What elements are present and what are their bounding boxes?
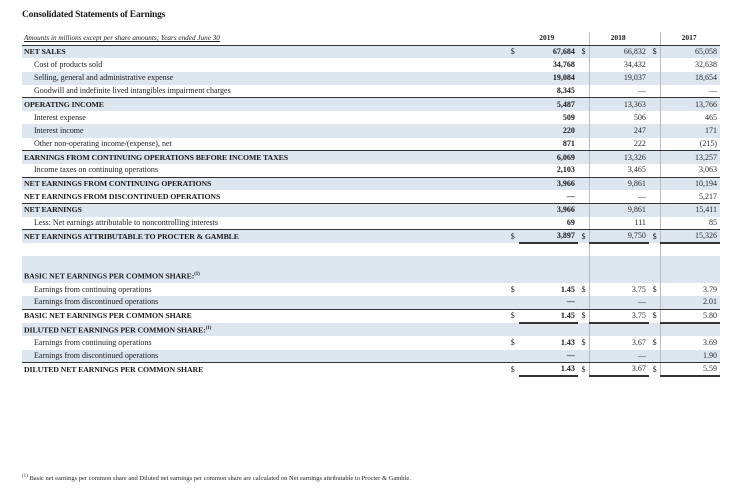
value-2019: 871 xyxy=(519,138,578,151)
dollar-sign xyxy=(507,58,519,71)
statement-title: Consolidated Statements of Earnings xyxy=(22,10,166,20)
row-label xyxy=(22,283,507,296)
row-label xyxy=(22,85,507,98)
value-2017: 3.69 xyxy=(661,336,720,349)
dollar-sign: $ xyxy=(652,364,657,374)
table-row xyxy=(22,363,720,377)
row-label-text: Earnings from discontinued operations xyxy=(34,350,159,360)
value-2017: (215) xyxy=(661,138,720,151)
dollar-sign xyxy=(649,72,661,85)
dollar-sign xyxy=(507,256,519,269)
table-row xyxy=(22,190,720,203)
table-row xyxy=(22,217,720,230)
value-2018: 19,037 xyxy=(590,72,649,85)
row-label-text: Other non-operating income/(expense), net xyxy=(34,138,172,148)
dollar-sign xyxy=(649,58,661,71)
earnings-table-body xyxy=(22,32,720,376)
dollar-sign: $ xyxy=(510,337,515,347)
value-2017: 465 xyxy=(661,111,720,124)
row-label xyxy=(22,58,507,71)
dollar-sign xyxy=(507,323,519,337)
value-2017 xyxy=(661,269,720,283)
value-2018: 222 xyxy=(590,138,649,151)
row-label xyxy=(22,256,507,269)
row-label xyxy=(22,363,507,377)
dollar-sign xyxy=(578,58,590,71)
row-label-text: Less: Net earnings attributable to noncontrolling interests xyxy=(34,217,218,227)
dollar-sign: $ xyxy=(649,230,661,244)
value-2017: 15,326 xyxy=(661,230,720,244)
table-row xyxy=(22,283,720,296)
row-label-text: Interest expense xyxy=(34,112,86,122)
dollar-sign xyxy=(507,138,519,151)
dollar-sign xyxy=(649,296,661,309)
table-row xyxy=(22,58,720,71)
value-2018: 13,363 xyxy=(590,98,649,111)
row-label xyxy=(22,177,507,190)
value-2019 xyxy=(519,269,578,283)
dollar-sign xyxy=(578,217,590,230)
dollar-sign xyxy=(578,256,590,269)
value-2018: 9,750 xyxy=(590,230,649,244)
value-2018: 9,861 xyxy=(590,203,649,216)
table-row xyxy=(22,309,720,323)
row-label-text: NET EARNINGS xyxy=(24,205,82,215)
dollar-sign xyxy=(649,217,661,230)
footnote xyxy=(22,474,411,482)
dollar-sign xyxy=(507,164,519,177)
spacer-row xyxy=(22,256,720,269)
table-row xyxy=(22,269,720,283)
value-2017: 15,411 xyxy=(661,203,720,216)
value-2018: 506 xyxy=(590,111,649,124)
value-2017: 32,638 xyxy=(661,58,720,71)
value-2017: 13,257 xyxy=(661,151,720,164)
row-label xyxy=(22,336,507,349)
value-2019: 220 xyxy=(519,124,578,137)
row-label xyxy=(22,111,507,124)
row-label-text: EARNINGS FROM CONTINUING OPERATIONS BEFORE INCOME TAXES xyxy=(24,152,288,162)
row-label xyxy=(22,230,507,244)
dollar-sign xyxy=(507,217,519,230)
dollar-sign xyxy=(578,203,590,216)
table-row xyxy=(22,85,720,98)
value-2018: — xyxy=(590,350,649,363)
dollar-sign xyxy=(507,111,519,124)
dollar-sign: $ xyxy=(510,284,515,294)
row-label xyxy=(22,309,507,323)
value-2017: 65,058 xyxy=(661,45,720,58)
earnings-table xyxy=(22,32,720,377)
row-label xyxy=(22,350,507,363)
dollar-sign xyxy=(649,151,661,164)
value-2019 xyxy=(519,323,578,337)
row-label xyxy=(22,72,507,85)
row-label xyxy=(22,124,507,137)
dollar-sign: $ xyxy=(510,311,515,321)
value-2019: 2,103 xyxy=(519,164,578,177)
value-2019: 1.43 xyxy=(519,363,578,377)
row-label xyxy=(22,296,507,309)
value-2019: 1.45 xyxy=(519,309,578,323)
value-2017 xyxy=(661,256,720,269)
value-2018: 3.75 xyxy=(590,309,649,323)
value-2019: 8,345 xyxy=(519,85,578,98)
row-label-text: NET EARNINGS FROM DISCONTINUED OPERATIONS xyxy=(24,191,221,201)
value-2019: 19,084 xyxy=(519,72,578,85)
row-label xyxy=(22,203,507,216)
dollar-sign xyxy=(649,269,661,283)
dollar-sign xyxy=(649,98,661,111)
table-row xyxy=(22,45,720,58)
value-2018: 3.75 xyxy=(590,283,649,296)
value-2018: 3,465 xyxy=(590,164,649,177)
dollar-sign xyxy=(649,177,661,190)
row-label-text: DILUTED NET EARNINGS PER COMMON SHARE xyxy=(24,364,204,374)
row-label-text: BASIC NET EARNINGS PER COMMON SHARE xyxy=(24,311,192,321)
dollar-sign xyxy=(578,111,590,124)
table-row xyxy=(22,98,720,111)
value-2017: — xyxy=(661,85,720,98)
value-2018 xyxy=(590,269,649,283)
row-label-text: Income taxes on continuing operations xyxy=(34,165,158,175)
dollar-sign xyxy=(649,243,661,256)
value-2019: 34,768 xyxy=(552,59,575,69)
dollar-sign xyxy=(578,124,590,137)
value-2017 xyxy=(661,323,720,337)
value-2018: 9,861 xyxy=(590,177,649,190)
value-2018: 66,832 xyxy=(590,45,649,58)
value-2019: 3,966 xyxy=(519,203,578,216)
value-2019: 5,487 xyxy=(519,98,578,111)
dollar-sign xyxy=(507,269,519,283)
dollar-sign xyxy=(578,177,590,190)
row-label-text: NET EARNINGS FROM CONTINUING OPERATIONS xyxy=(24,178,212,188)
table-row xyxy=(22,230,720,244)
row-label xyxy=(22,138,507,151)
dollar-sign: $ xyxy=(581,364,586,374)
value-2018: 111 xyxy=(590,217,649,230)
table-row xyxy=(22,323,720,337)
table-row xyxy=(22,164,720,177)
row-label-text: Selling, general and administrative expense xyxy=(34,73,174,83)
value-2017: 5,217 xyxy=(661,190,720,203)
dollar-sign xyxy=(649,190,661,203)
dollar-sign xyxy=(578,296,590,309)
dollar-sign: $ xyxy=(578,45,590,58)
row-label xyxy=(22,217,507,230)
dollar-sign: $ xyxy=(652,311,657,321)
year-2019: 2019 xyxy=(519,32,578,45)
row-label-text: NET EARNINGS ATTRIBUTABLE TO PROCTER & GAMBLE xyxy=(24,231,239,241)
dollar-sign xyxy=(507,72,519,85)
dollar-sign xyxy=(507,350,519,363)
footnote-reference: (1) xyxy=(205,325,212,331)
dollar-sign: $ xyxy=(581,284,586,294)
row-label xyxy=(22,98,507,111)
value-2018: — xyxy=(590,190,649,203)
value-2018: 247 xyxy=(590,124,649,137)
dollar-sign: $ xyxy=(581,311,586,321)
value-2019: 6,069 xyxy=(519,151,578,164)
dollar-sign: $ xyxy=(510,364,515,374)
value-2019: 1.43 xyxy=(560,337,575,347)
row-label xyxy=(22,45,507,58)
table-row xyxy=(22,138,720,151)
row-label xyxy=(22,190,507,203)
dollar-sign xyxy=(649,124,661,137)
value-2017: 3,063 xyxy=(661,164,720,177)
dollar-sign xyxy=(578,190,590,203)
value-2018: 13,326 xyxy=(590,151,649,164)
dollar-sign xyxy=(649,111,661,124)
value-2017: 171 xyxy=(661,124,720,137)
value-2019: 3,966 xyxy=(519,177,578,190)
dollar-sign xyxy=(507,151,519,164)
value-2017: 2.01 xyxy=(661,296,720,309)
row-label-text: Interest income xyxy=(34,125,84,135)
value-2017: 3.79 xyxy=(661,283,720,296)
row-label-text: Earnings from continuing operations xyxy=(34,284,152,294)
dollar-sign: $ xyxy=(652,337,657,347)
dollar-sign xyxy=(507,98,519,111)
dollar-sign: $ xyxy=(652,284,657,294)
dollar-sign xyxy=(649,138,661,151)
row-label-text: BASIC NET EARNINGS PER COMMON SHARE: xyxy=(24,271,195,281)
footnote-text: Basic net earnings per common share and Diluted net earnings per common share are calculated on Net earnings attributable to Procter & Gamble. xyxy=(29,475,411,483)
dollar-sign xyxy=(649,323,661,337)
value-2018: — xyxy=(590,296,649,309)
row-label xyxy=(22,269,507,283)
footnote-reference: (1) xyxy=(194,272,200,278)
dollar-sign xyxy=(578,85,590,98)
row-label-text: Earnings from continuing operations xyxy=(34,337,152,347)
year-2018: 2018 xyxy=(590,32,649,45)
dollar-sign: $ xyxy=(507,45,519,58)
value-2017: 5.80 xyxy=(661,309,720,323)
year-2017: 2017 xyxy=(661,32,720,45)
row-label xyxy=(22,164,507,177)
value-2019: 1.45 xyxy=(560,284,575,294)
row-label xyxy=(22,243,507,256)
dollar-sign xyxy=(578,138,590,151)
footnote-marker: (1) xyxy=(22,474,28,479)
dollar-sign: $ xyxy=(581,337,586,347)
value-2017 xyxy=(661,243,720,256)
dollar-sign xyxy=(649,203,661,216)
dollar-sign: $ xyxy=(578,230,590,244)
table-header-row xyxy=(22,32,720,45)
row-label-text: NET SALES xyxy=(24,47,66,57)
dollar-sign xyxy=(578,350,590,363)
value-2018: — xyxy=(590,85,649,98)
row-label-text: Earnings from discontinued operations xyxy=(34,297,159,307)
value-2017: 5.59 xyxy=(661,363,720,377)
table-row xyxy=(22,72,720,85)
dollar-sign xyxy=(578,243,590,256)
dollar-sign xyxy=(649,85,661,98)
dollar-sign xyxy=(578,269,590,283)
value-2019: 69 xyxy=(519,217,578,230)
value-2019: — xyxy=(519,296,578,309)
value-2018: 34,432 xyxy=(590,58,649,71)
dollar-sign xyxy=(649,164,661,177)
dollar-sign xyxy=(507,124,519,137)
table-row xyxy=(22,177,720,190)
spacer-row xyxy=(22,243,720,256)
table-row xyxy=(22,151,720,164)
table-row xyxy=(22,203,720,216)
value-2019 xyxy=(519,256,578,269)
value-2018 xyxy=(590,323,649,337)
value-2019: 3,897 xyxy=(519,230,578,244)
dollar-sign xyxy=(507,296,519,309)
dollar-sign xyxy=(578,323,590,337)
dollar-sign xyxy=(507,85,519,98)
row-label-text: OPERATING INCOME xyxy=(24,99,104,109)
table-row xyxy=(22,111,720,124)
dollar-sign: $ xyxy=(507,230,519,244)
value-2017: 13,766 xyxy=(661,98,720,111)
value-2017: 10,194 xyxy=(661,177,720,190)
table-row xyxy=(22,296,720,309)
value-2018: 3.67 xyxy=(590,336,649,349)
row-label-text: DILUTED NET EARNINGS PER COMMON SHARE: xyxy=(24,325,206,335)
value-2017: 85 xyxy=(661,217,720,230)
table-row xyxy=(22,350,720,363)
row-label-text: Cost of products sold xyxy=(34,59,103,69)
dollar-sign xyxy=(507,177,519,190)
value-2019: — xyxy=(519,190,578,203)
dollar-sign: $ xyxy=(649,45,661,58)
row-label xyxy=(22,323,507,337)
value-2019: 67,684 xyxy=(519,45,578,58)
header-label: Amounts in millions except per share amounts; Years ended June 30 xyxy=(22,32,507,45)
dollar-sign xyxy=(649,256,661,269)
value-2018 xyxy=(590,256,649,269)
dollar-sign xyxy=(578,72,590,85)
dollar-sign xyxy=(507,190,519,203)
value-2017: 18,654 xyxy=(661,72,720,85)
value-2019: — xyxy=(519,350,578,363)
dollar-sign xyxy=(649,350,661,363)
dollar-sign xyxy=(507,243,519,256)
dollar-sign xyxy=(578,98,590,111)
row-label-text: Goodwill and indefinite lived intangibles impairment charges xyxy=(34,86,231,96)
table-row xyxy=(22,124,720,137)
table-row xyxy=(22,336,720,349)
dollar-sign xyxy=(578,151,590,164)
dollar-sign xyxy=(507,203,519,216)
value-2018 xyxy=(590,243,649,256)
value-2017: 1.90 xyxy=(661,350,720,363)
row-label xyxy=(22,151,507,164)
dollar-sign xyxy=(578,164,590,177)
value-2019 xyxy=(519,243,578,256)
value-2018: 3.67 xyxy=(590,363,649,377)
value-2019: 509 xyxy=(562,112,575,122)
